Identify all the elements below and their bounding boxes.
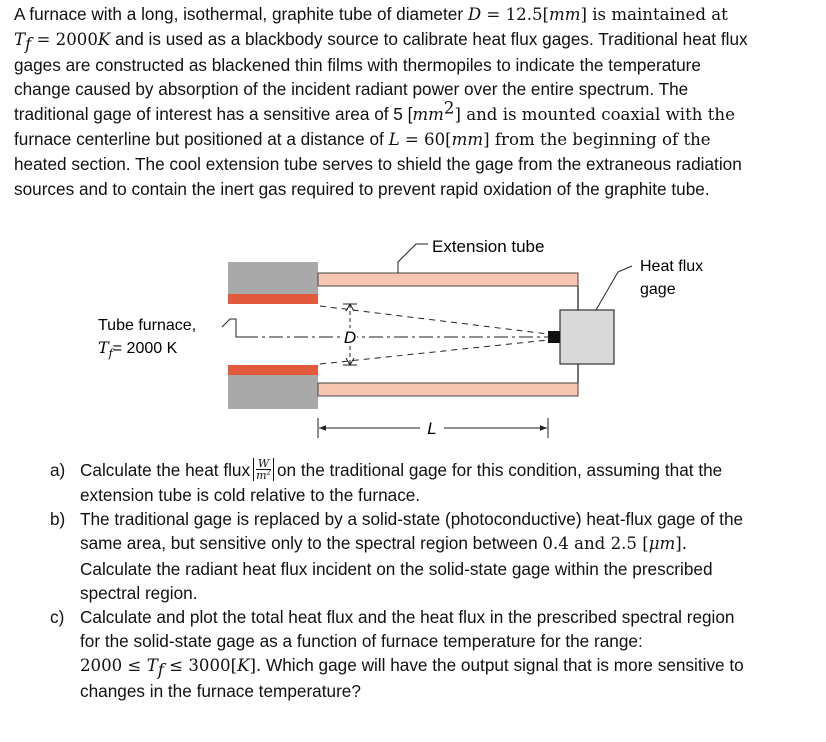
math: 0.4 and 2.5 [ xyxy=(542,534,649,554)
furnace-wall-top xyxy=(228,262,318,294)
question-b-line-4: spectral region. xyxy=(80,582,198,603)
question-a xyxy=(50,458,810,507)
sup-2: 2 xyxy=(443,97,455,117)
sub-f: f xyxy=(108,347,113,360)
heat-flux-gage-leader xyxy=(596,266,632,310)
intro-line-4: change caused by absorption of the incident radiant power over the entire spectrum. The xyxy=(14,79,689,100)
dimension-L-label: L xyxy=(427,419,437,438)
sub-f: f xyxy=(25,34,32,54)
unit-mm: mm xyxy=(549,5,581,24)
text: A furnace with a long, isothermal, graphite tube of diameter xyxy=(14,4,468,24)
extension-tube-bottom xyxy=(318,383,578,396)
text: ] is maintained at xyxy=(580,5,728,24)
math: = 2000 xyxy=(31,30,98,50)
heat-flux-gage xyxy=(560,310,614,364)
tube-furnace-label: Tube furnace, xyxy=(98,317,197,334)
var-L: L xyxy=(388,130,400,150)
frac-denominator xyxy=(256,470,271,481)
heated-graphite-bottom xyxy=(228,365,318,375)
unit-fraction xyxy=(253,458,274,481)
var-D: D xyxy=(467,5,482,24)
unit-K: K xyxy=(97,30,111,50)
question-c-line-2: for the solid-state gage as a function of furnace temperature for the range: xyxy=(80,631,643,652)
extension-tube-label: Extension tube xyxy=(432,237,545,256)
text: ] and is mounted coaxial with the xyxy=(454,104,735,124)
text: Which gage will have the output signal that is more sensitive to xyxy=(261,655,744,676)
text: furnace centerline but positioned at a distance of xyxy=(14,129,389,150)
unit-um: μm xyxy=(648,534,676,554)
math: = 60[ xyxy=(399,130,452,150)
question-b-line-3: Calculate the radiant heat flux incident on the solid-state gage within the prescribed xyxy=(80,558,713,579)
question-a-line-1 xyxy=(80,458,810,483)
unit-K: K xyxy=(237,656,250,676)
sub-f: f xyxy=(157,660,164,680)
var-T: T xyxy=(14,30,26,50)
intro-line-8: sources and to contain the inert gas required to prevent rapid oxidation of the graphite tube. xyxy=(14,178,710,199)
question-b-line-1: The traditional gage is replaced by a solid-state (photoconductive) heat-flux gage of the xyxy=(80,509,744,530)
question-b xyxy=(50,507,810,605)
text: ] from the beginning of the xyxy=(483,130,711,150)
text: same area, but sensitive only to the spectral region between xyxy=(80,533,543,554)
question-c xyxy=(50,605,810,703)
question-c-line-4: changes in the furnace temperature? xyxy=(80,680,361,701)
var-T: T xyxy=(98,338,109,357)
heat-flux-label-2: gage xyxy=(640,281,676,298)
question-b-line-2 xyxy=(80,531,810,556)
furnace-wall-bottom xyxy=(228,375,318,409)
frac-den-m: m xyxy=(256,468,267,482)
var-T: T xyxy=(146,656,158,676)
question-a-label: a) xyxy=(50,460,66,480)
heated-graphite-top xyxy=(228,294,318,304)
text: on the traditional gage for this condition, assuming that the xyxy=(276,460,723,480)
intro-line-3: gages are constructed as blackened thin films with thermopiles to indicate the temperature xyxy=(14,54,701,75)
math: 2000 ≤ xyxy=(80,656,147,676)
text: Calculate the heat flux xyxy=(80,460,251,480)
extension-tube-top xyxy=(318,273,578,286)
question-a-line-2: extension tube is cold relative to the furnace. xyxy=(80,484,421,505)
unit-mm: mm xyxy=(451,130,484,150)
intro-line-7: heated section. The cool extension tube serves to shield the gage from the extraneous radiation xyxy=(14,154,742,175)
question-b-label: b) xyxy=(50,509,66,530)
temp-value: = 2000 K xyxy=(112,340,178,357)
question-c-line-3 xyxy=(80,653,810,678)
text: and is used as a blackbody source to calibrate heat flux gages. Traditional heat flux xyxy=(110,29,748,50)
math: ]. xyxy=(249,656,262,676)
math: = 12.5[ xyxy=(481,5,550,24)
math: ≤ 3000[ xyxy=(163,656,238,676)
question-c-label: c) xyxy=(50,606,65,627)
heat-flux-label-1: Heat flux xyxy=(640,258,704,275)
extension-tube-leader xyxy=(398,244,428,273)
unit-mm: mm xyxy=(412,104,444,124)
gage-sensor xyxy=(548,331,560,343)
tube-furnace-temp xyxy=(98,338,178,360)
frac-numerator: W xyxy=(257,456,270,470)
math: ]. xyxy=(675,534,687,554)
question-c-line-1: Calculate and plot the total heat flux and the heat flux in the prescribed spectral region xyxy=(80,606,735,627)
frac-den-sup: 2 xyxy=(266,468,271,477)
text: traditional gage of interest has a sensitive area of 5 [ xyxy=(14,103,413,124)
question-list xyxy=(50,458,810,703)
tube-furnace-leader xyxy=(222,319,244,337)
dimension-D-label: D xyxy=(343,328,357,347)
